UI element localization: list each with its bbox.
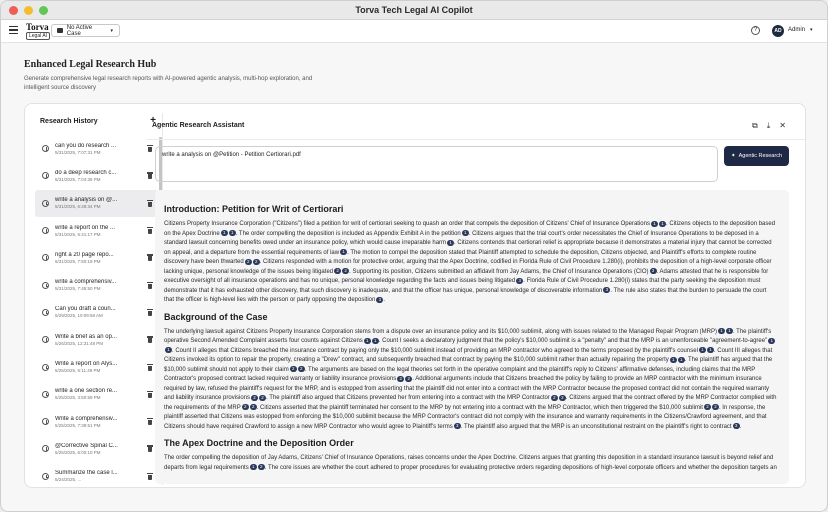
citation-badge[interactable]: 2 <box>298 366 305 372</box>
history-item[interactable] <box>35 271 159 298</box>
citation-badge[interactable]: 3 <box>454 423 461 429</box>
history-item-date: 5/29/2025, 10:09:58 AM <box>55 313 103 319</box>
history-item[interactable] <box>35 135 159 162</box>
history-item-title: Can you draft a coun... <box>55 306 116 313</box>
section-heading: The Apex Doctrine and the Deposition Order <box>164 438 354 448</box>
paragraph-text: . Citizens asserted that the plaintiff terminated her consent to the MRP by not entering into a contract with the MRP Contractor, which then triggered the $10,000 sublimit <box>256 404 703 411</box>
history-clock-icon <box>42 445 49 452</box>
assistant-title: Agentic Research Assistant <box>152 122 245 129</box>
history-item-date: 5/25/2025, 6:11:49 PM <box>55 368 101 374</box>
help-icon[interactable]: ? <box>751 26 760 35</box>
history-clock-icon <box>42 309 49 316</box>
citation-badge[interactable]: 3 <box>733 423 740 429</box>
window-titlebar <box>1 1 827 20</box>
history-text <box>55 470 141 482</box>
citation-badge[interactable]: 2 <box>251 395 258 401</box>
sidebar-header <box>35 113 162 125</box>
citation-badge[interactable]: 2 <box>397 376 404 382</box>
user-menu-chevron-icon[interactable]: ▾ <box>810 27 813 33</box>
history-item-title: Summarize the case l... <box>55 470 118 477</box>
window-title: Torva Tech Legal AI Copilot <box>355 5 473 15</box>
history-text <box>55 279 141 291</box>
section-paragraph <box>164 328 778 433</box>
citation-badge[interactable]: 2 <box>342 268 349 274</box>
history-item[interactable] <box>35 299 159 326</box>
history-item[interactable] <box>35 381 159 408</box>
citation-badge[interactable]: 1 <box>659 221 666 227</box>
citation-badge[interactable]: 1 <box>462 230 469 236</box>
citation-badge[interactable]: 1 <box>678 357 685 363</box>
active-case-label: No Active Case <box>66 24 93 37</box>
section-paragraph <box>164 454 778 473</box>
history-item-title: write a comprehensiv... <box>55 279 117 286</box>
history-text <box>55 143 141 155</box>
history-clock-icon <box>42 282 49 289</box>
paragraph-text: . Citizens contends that certiorari relief is appropriate because it demonstrates a material injury that cannot be corrected on appeal, and a departure from the essential requirements of law <box>164 240 772 256</box>
citation-badge[interactable]: 2 <box>712 404 719 410</box>
citation-badge[interactable]: 3 <box>603 287 610 293</box>
history-item-title: write a analysis on @... <box>55 197 118 204</box>
active-case-select[interactable] <box>51 24 120 37</box>
history-item-date: 5/31/2025, 6:41:17 PM <box>55 231 101 237</box>
history-item[interactable] <box>35 217 159 244</box>
paragraph-text: . In response, the plaintiff asserted that Citizens was estopped from enforcing the $10,000 sublimit because the MRP Contractor's contract did not comply with the insurance and warranty requirements in the Citizens/Crawford agreement, and that Citizens should have required Crawford to assign a new MRP Contractor who would agree to Plaintiff's terms <box>164 404 767 430</box>
history-item-date: 5/24/2025, ... <box>55 477 82 483</box>
history-item[interactable] <box>35 326 159 353</box>
new-research-plus-icon[interactable]: + <box>150 115 156 126</box>
chevron-down-icon: ▾ <box>110 27 113 34</box>
history-item[interactable] <box>35 353 159 380</box>
paragraph-text: . Count III alleges that Citizens invoked its option to repair the property, creating a "Drew" contract, and subsequently breached that contract by paying the $10,000 sublimit rather than actually repairing the property <box>164 347 773 363</box>
history-item[interactable] <box>35 162 159 189</box>
brand-logo[interactable] <box>26 22 50 40</box>
history-item[interactable] <box>35 190 159 217</box>
history-item-title: Write a comprehensiv... <box>55 415 118 422</box>
paragraph-text: The underlying lawsuit against Citizens Property Insurance Corporation stems from a dispute over an insurance policy and its $10,000 sublimit, along with issues related to the Managed Repair Program (MRP) <box>164 328 717 335</box>
divider <box>146 139 806 140</box>
paragraph-text: . Adams attested that he is responsible for executive oversight of all insurance operations and has no unique, personal knowledge regarding the facts and issues being litigated <box>164 268 769 284</box>
citation-badge[interactable]: 1 <box>229 230 236 236</box>
close-icon[interactable]: ✕ <box>779 121 786 130</box>
history-text <box>55 225 141 237</box>
paragraph-text: . Count I seeks a declaratory judgment that the policy's $10,000 sublimit is a "penalty" and that the MRP is an unenforceable "agreement-to-agree" <box>378 338 768 344</box>
paragraph-text: . Florida Rule of Civil Procedure 1.280(i) states that the party seeking the deposition must demonstrate that it has exhausted other discovery, that such discovery is inadequate, and that the officer has unique, personal knowledge of discoverable information <box>164 278 761 294</box>
paragraph-text: . The core issues are whether the court adhered to proper procedures for evaluating protective orders regarding depositions of high-level corporate officers and whether the deposition targets an <box>264 464 777 471</box>
citation-badge[interactable]: 2 <box>253 259 260 265</box>
paragraph-text: . The motion to compel the deposition stated that Plaintiff attempted to schedule the deposition, Citizens objected, and Plaintiff's efforts to complete routine discovery have been thwarted <box>164 249 757 265</box>
history-item-date: 5/31/2025, 7:45:50 PM <box>55 286 101 292</box>
history-item-title: can you do research ... <box>55 142 117 149</box>
history-item-date: 5/31/2025, 6:48:34 PM <box>55 204 101 210</box>
report-toolbar <box>752 121 786 131</box>
citation-badge[interactable]: 2 <box>259 395 266 401</box>
history-item-date: 5/31/2025, 7:07:31 PM <box>55 149 101 155</box>
brand-tag: Legal AI <box>26 32 50 40</box>
paragraph-text: . Citizens argued that the contract offered by the MRP Contractor complied with the requirements of the MRP <box>164 395 777 411</box>
paragraph-text: . Supporting its position, Citizens submitted an affidavit from Jay Adams, the Chief of Insurance Operations (CIO) <box>349 268 649 275</box>
history-clock-icon <box>42 391 49 398</box>
citation-badge[interactable]: 1 <box>250 464 257 470</box>
assistant-main <box>146 104 806 488</box>
history-clock-icon <box>42 145 49 152</box>
history-item-date: 5/31/2025, 7:50:19 PM <box>55 258 101 264</box>
page-subtitle: Generate comprehensive legal research reports with AI-powered agentic analysis, multi-hop exploration, and intelligent source discovery <box>24 76 313 91</box>
citation-badge[interactable]: 2 <box>250 404 257 410</box>
brand-name: Torva <box>26 22 49 32</box>
citation-badge[interactable]: 1 <box>651 221 658 227</box>
agentic-research-label: Agentic Research <box>738 153 783 159</box>
paragraph-text: . The rule also states that the burden to persuade the court that the officer is high-level lies with the person or party opposing the deposition <box>164 287 767 303</box>
download-icon[interactable]: ⤓ <box>766 121 771 130</box>
paragraph-text: . Additional arguments include that Citizens breached the policy by failing to provide an MRP contractor with the minimum insurance required by law, refused the plaintiff's request for the MRP, and is estopped from asserting that the plaintiff did not enter into a contract with the MRP Contractor because the proposed contract did not contain the required warranty and liability insurance provisions <box>164 376 770 401</box>
paragraph-text: . Citizens objects to the deposition based on the Apex Doctrine <box>164 221 776 237</box>
citation-badge[interactable]: 3 <box>650 268 657 274</box>
citation-badge[interactable]: 2 <box>551 395 558 401</box>
citation-badge[interactable]: 1 <box>670 357 677 363</box>
history-item[interactable] <box>35 244 159 271</box>
citation-badge[interactable]: 1 <box>364 338 371 344</box>
history-item-title: write a report on the ... <box>55 224 116 231</box>
history-text <box>55 361 141 373</box>
history-item[interactable] <box>35 463 159 488</box>
sparkle-icon: ✦ <box>730 153 736 159</box>
history-item-date: 5/26/2025, 12:31:48 PM <box>55 340 104 346</box>
citation-badge[interactable]: 2 <box>290 366 297 372</box>
paragraph-text: The order compelling the deposition of Jay Adams, Citizens' Chief of Insurance Operations, raises concerns under the Apex Doctrine. Citizens argues that granting this deposition in a standard insurance lawsuit is beyond relief and departs from legal requirements <box>164 455 774 471</box>
citation-badge[interactable]: 1 <box>340 249 347 255</box>
paragraph-text: . The plaintiff also argued that Citizens prevented her from entering into a contract with the MRP Contractor <box>266 395 550 401</box>
history-list <box>35 135 159 488</box>
citation-badge[interactable]: 2 <box>245 259 252 265</box>
history-clock-icon <box>42 200 49 207</box>
paragraph-text: . <box>383 297 386 303</box>
history-clock-icon <box>42 254 49 261</box>
citation-badge[interactable]: 1 <box>718 328 725 334</box>
history-text <box>55 416 141 428</box>
citation-badge[interactable]: 2 <box>405 376 412 382</box>
citation-badge[interactable]: 1 <box>699 347 706 353</box>
paragraph-text: . The plaintiff also argued that the MRP is an unconstitutional restraint on the plaintiff's right to contract <box>460 423 732 430</box>
section-heading: Introduction: Petition for Writ of Certiorari <box>164 204 344 214</box>
citation-badge[interactable]: 2 <box>559 395 566 401</box>
citation-badge[interactable]: 1 <box>221 230 228 236</box>
research-report <box>155 190 789 484</box>
history-text <box>55 334 141 346</box>
briefcase-icon <box>57 28 63 33</box>
history-clock-icon <box>42 418 49 425</box>
agentic-research-button[interactable] <box>724 146 789 166</box>
citation-badge[interactable]: 2 <box>242 404 249 410</box>
citation-badge[interactable]: 1 <box>707 347 714 353</box>
history-clock-icon <box>42 172 49 179</box>
history-text <box>55 443 141 455</box>
history-text <box>55 170 141 182</box>
history-item-title: @Corrective Spinal C... <box>55 442 118 449</box>
history-item-title: Write a report on Alys... <box>55 361 118 368</box>
user-name[interactable]: Admin <box>788 27 806 33</box>
history-item[interactable] <box>35 408 159 435</box>
paragraph-text: . The order compelling the deposition is included as Appendix Exhibit A in the petition <box>235 230 461 237</box>
history-clock-icon <box>42 364 49 371</box>
hamburger-menu-icon[interactable] <box>9 26 18 35</box>
paragraph-text: . <box>739 423 742 430</box>
research-history-sidebar <box>35 113 163 485</box>
section-paragraph <box>164 220 778 306</box>
section-heading: Background of the Case <box>164 311 268 322</box>
research-panel <box>24 103 806 488</box>
citation-badge[interactable]: 1 <box>372 338 379 344</box>
paragraph-text: . The plaintiff's operative Second Amended Complaint asserts four counts against Citizens <box>164 328 772 344</box>
history-item-title: do a deep research c... <box>55 169 117 176</box>
history-item-title: right a 20 page repo... <box>55 251 114 258</box>
app-header <box>1 20 827 43</box>
paragraph-text: . Citizens argues that the trial court's order necessitates the Chief of Insurance Operations to be deposed in a standard lawsuit concerning benefits owed under an insurance policy, which would cause irreparable harm <box>164 230 759 246</box>
citation-badge[interactable]: 1 <box>726 328 733 334</box>
page-title: Enhanced Legal Research Hub <box>24 59 157 70</box>
sidebar-title: Research History <box>40 117 98 125</box>
citation-badge[interactable]: 3 <box>516 278 523 284</box>
citation-badge[interactable]: 1 <box>165 347 172 353</box>
avatar[interactable]: AD <box>772 25 784 37</box>
research-prompt-input[interactable]: write a analysis on @Petition - Petition Certiorari.pdf <box>155 146 718 182</box>
citation-badge[interactable]: 2 <box>258 464 265 470</box>
history-item-date: 5/25/2025, 3:50:59 PM <box>55 395 101 401</box>
citation-badge[interactable]: 1 <box>447 240 454 246</box>
citation-badge[interactable]: 2 <box>334 268 341 274</box>
history-clock-icon <box>42 473 49 480</box>
history-text <box>55 306 141 318</box>
history-item-date: 5/25/2025, 7:39:51 PM <box>55 422 101 428</box>
citation-badge[interactable]: 2 <box>704 404 711 410</box>
paragraph-text: . The arguments are based on the legal theories set forth in the operative complaint and the plaintiff's reply to Citizens' affirmative defenses, including claims that the MRP Contractor's proposed contract lacked required warranty or liability insurance provisions <box>164 366 756 382</box>
paragraph-text: Citizens Property Insurance Corporation ("Citizens") filed a petition for writ of certiorari seeking to quash an order that compels the deposition of Citizens' Chief of Insurance Operations <box>164 221 650 227</box>
copy-icon[interactable]: ⧉ <box>752 121 758 130</box>
history-text <box>55 197 141 209</box>
history-text <box>55 252 141 264</box>
history-clock-icon <box>42 336 49 343</box>
paragraph-text: . Count II alleges that Citizens breached the insurance contract by paying only the $10,000 sublimit instead of providing an MRP contractor who agreed to the terms proposed by the plaintiff's counsel <box>172 347 698 354</box>
history-item[interactable] <box>35 435 159 462</box>
citation-badge[interactable]: 3 <box>376 297 383 303</box>
paragraph-text: . The plaintiff has argued that the $10,000 sublimit should not apply to their claim <box>164 357 773 373</box>
citation-badge[interactable]: 1 <box>768 338 775 344</box>
history-text <box>55 388 141 400</box>
hub-header <box>24 59 314 93</box>
history-item-title: write a one section re... <box>55 388 118 395</box>
history-clock-icon <box>42 227 49 234</box>
history-item-date: 5/31/2025, 7:04:36 PM <box>55 176 101 182</box>
paragraph-text: . Citizens responded with a motion for protective order, arguing that the Apex Doctrine, codified in Florida Rule of Civil Procedure 1.280(i), prohibits the deposition of a high-level corporate officer lacking unique, personal knowledge of the issues being litigated <box>164 259 772 275</box>
history-item-date: 5/25/2025, 6:00:10 PM <box>55 449 101 455</box>
history-item-title: Write a brief as an op... <box>55 333 117 340</box>
